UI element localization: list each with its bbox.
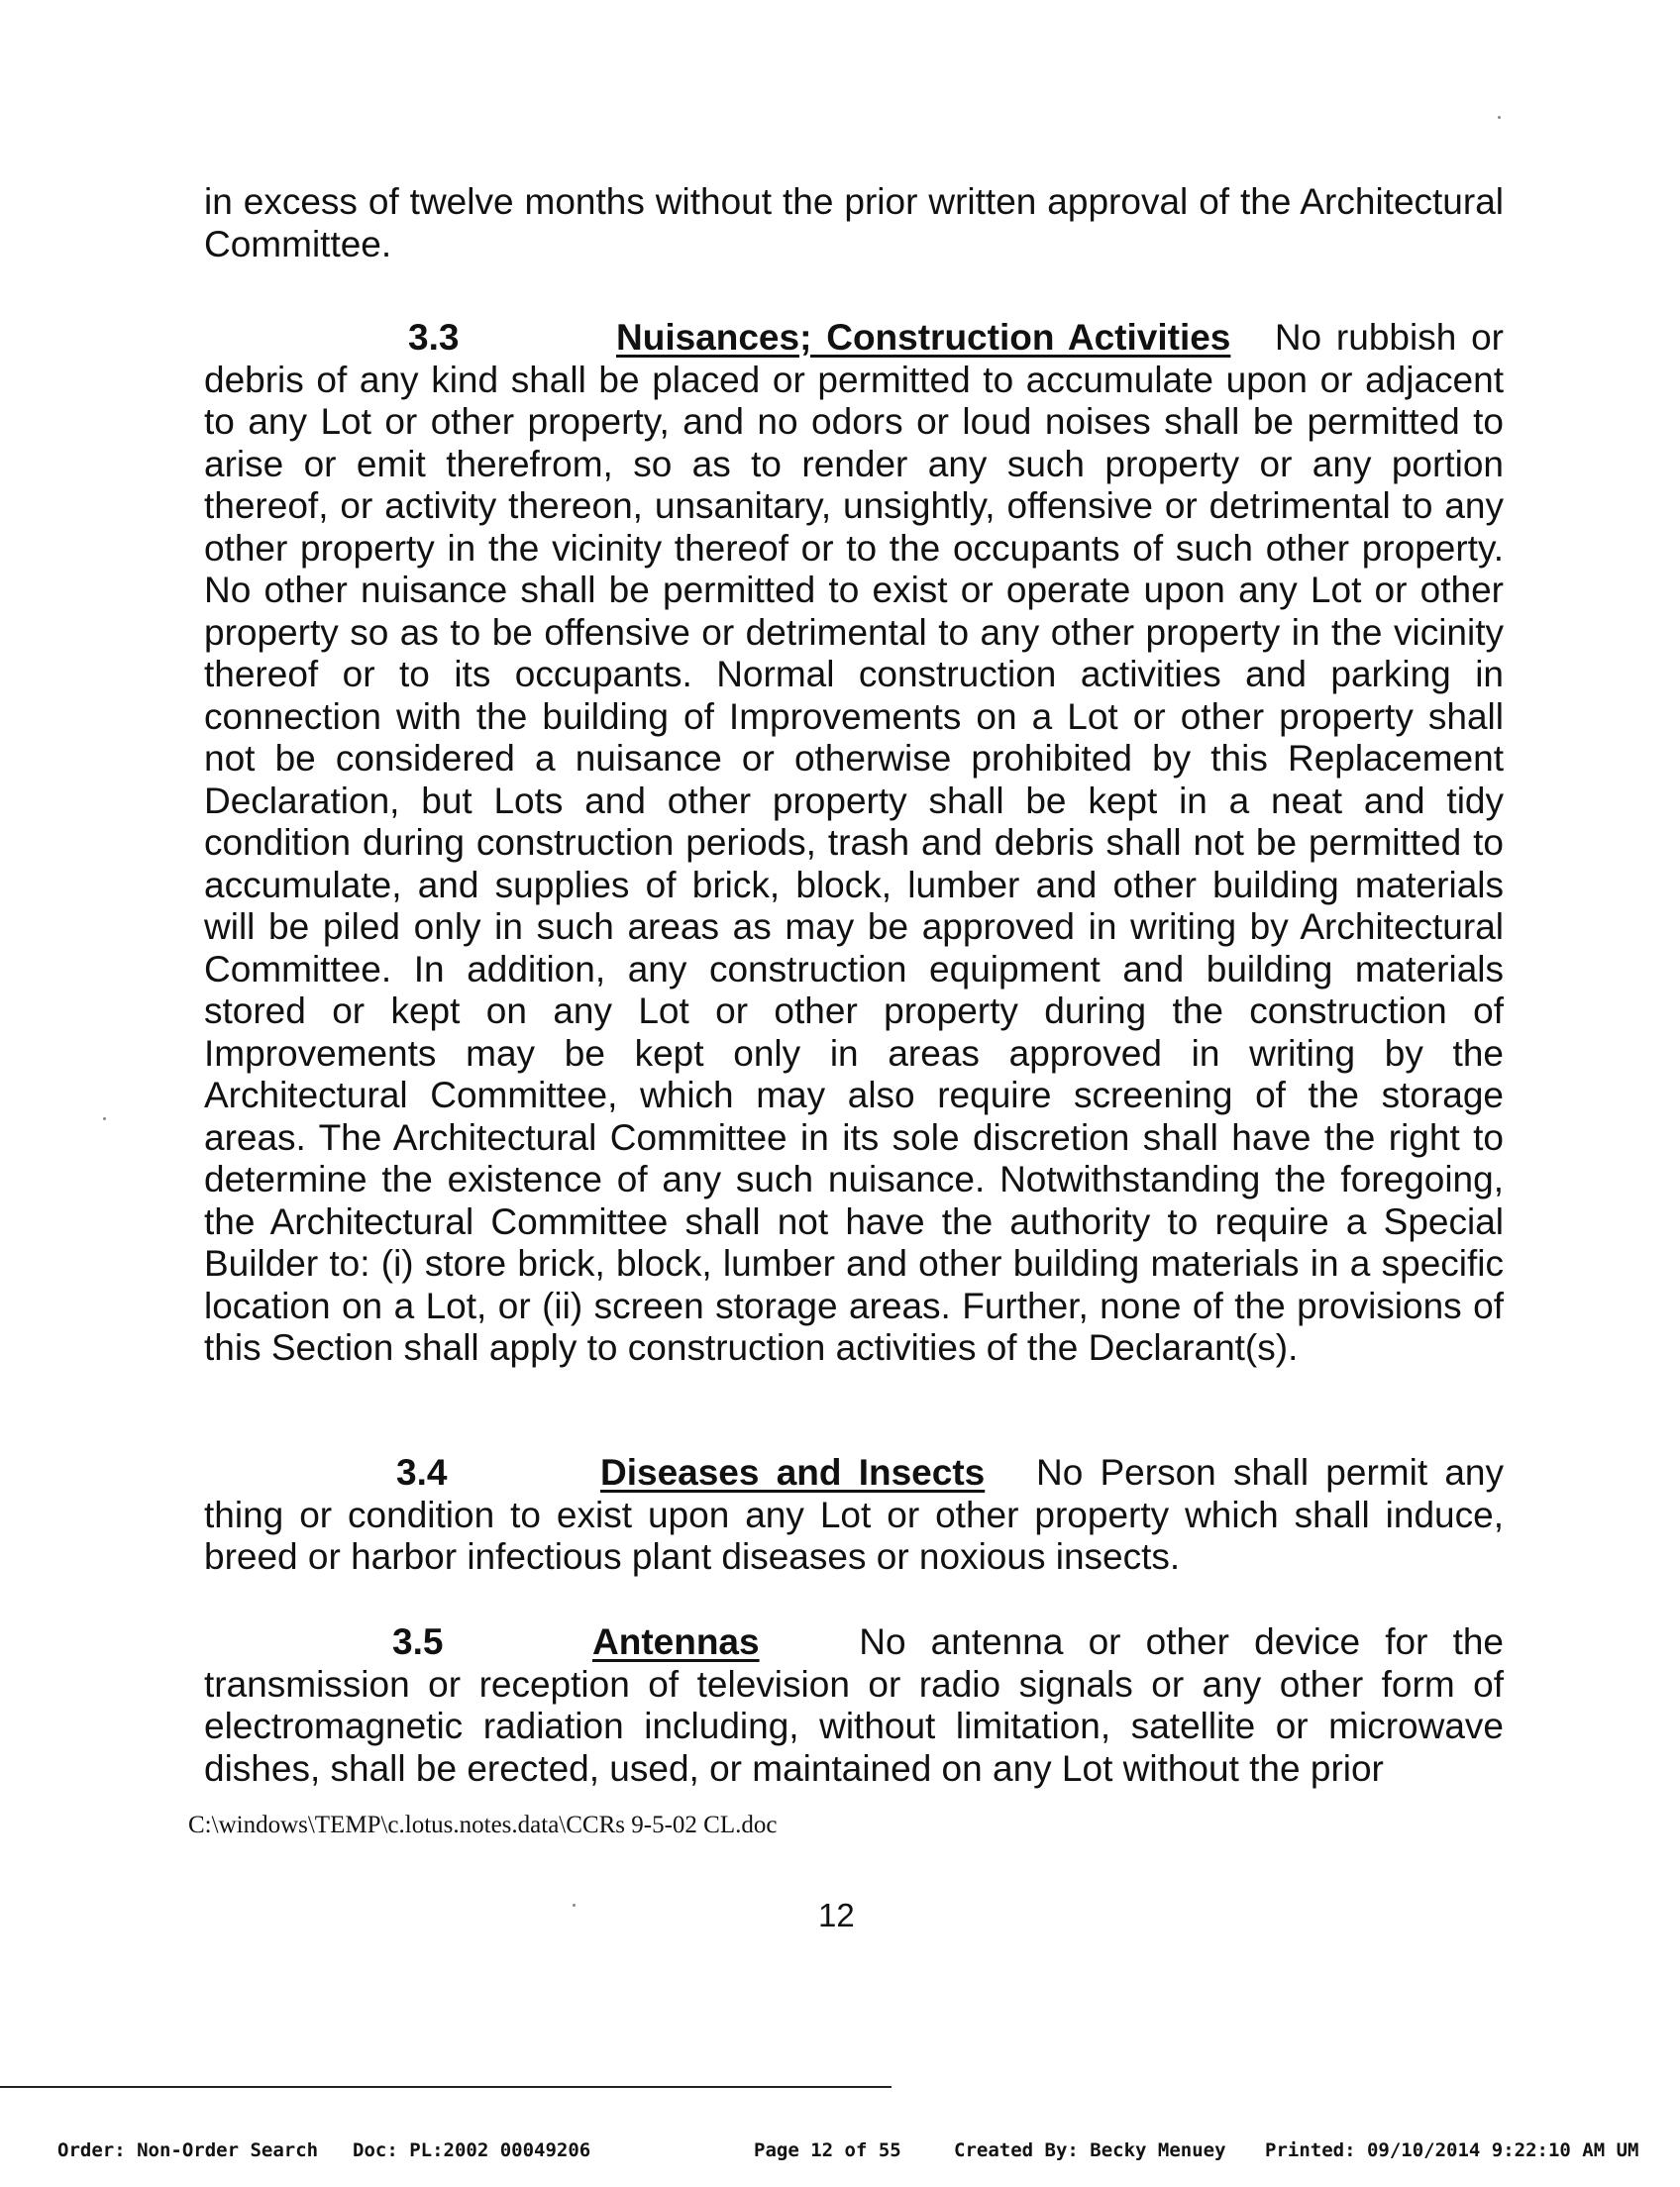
section-3-5-paragraph — [204, 1621, 1504, 1790]
scan-speck — [103, 1117, 106, 1120]
scan-speck — [573, 1904, 576, 1907]
section-3-5-number: 3.5 — [392, 1621, 444, 1662]
section-3-5-title: Antennas — [592, 1621, 760, 1662]
section-3-3-body: No rubbish or debris of any kind shall be placed or permitted to accumulate upon or adjacent to any Lot or other property, and no odors or loud noises shall be permitted to arise or emit therefrom, so as to render any such property or any portion thereof, or activity thereon, unsanitary, unsightly, offensive or detrimental to any other property in the vicinity thereof or to the occupants of such other property. No other nuisance shall be permitted to exist or operate upon any Lot or other property so as to be offensive or detrimental to any other property in the vicinity thereof or to its occupants. Normal construction activities and parking in connection with the building of Improvements on a Lot or other property shall not be considered a nuisance or otherwise prohibited by this Replacement Declaration, but Lots and other property shall be kept in a neat and tidy condition during construction periods, trash and debris shall not be permitted to accumulate, and supplies of brick, block, lumber and other building materials will be piled only in such areas as may be approved in writing by Architectural Committee. In addition, any construction equipment and building materials stored or kept on any Lot or other property during the construction of Improvements may be kept only in areas approved in writing by the Architectural Committee, which may also require screening of the storage areas. The Architectural Committee in its sole discretion shall have the right to determine the existence of any such nuisance. Notwithstanding the foregoing, the Architectural Committee shall not have the authority to require a Special Builder to: (i) store brick, block, lumber and other building materials in a specific location on a Lot, or (ii) screen storage areas. Further, none of the provisions of this Section shall apply to construction activities of the Declarant(s). — [204, 317, 1504, 1368]
section-3-3-title: Nuisances; Construction Activities — [616, 317, 1231, 358]
footer-doc: Doc: PL:2002 00049206 — [353, 2139, 591, 2161]
section-3-3-paragraph — [204, 317, 1504, 1370]
section-3-4-paragraph — [204, 1452, 1504, 1579]
footer-divider — [0, 2086, 892, 2088]
section-3-4-title: Diseases and Insects — [600, 1452, 986, 1493]
section-3-3-number: 3.3 — [408, 317, 460, 358]
footer-order: Order: Non-Order Search — [57, 2139, 319, 2161]
footer-printed: Printed: 09/10/2014 9:22:10 AM UM — [1265, 2139, 1639, 2161]
section-3-5-body: No antenna or other device for the transmission or reception of television or radio signals or any other form of electromagnetic radiation including, without limitation, satellite or microwave dishes, shall be erected, used, or maintained on any Lot without the prior — [204, 1621, 1505, 1789]
continuation-paragraph: in excess of twelve months without the prior written approval of the Architectural Committee. — [204, 181, 1504, 264]
footer-page: Page 12 of 55 — [754, 2139, 901, 2161]
file-path: C:\windows\TEMP\c.lotus.notes.data\CCRs 9-5-02 CL.doc — [188, 1812, 778, 1838]
footer-created-by: Created By: Becky Menuey — [954, 2139, 1226, 2161]
section-3-4-body: No Person shall permit any thing or condition to exist upon any Lot or other property which shall induce, breed or harbor infectious plant diseases or noxious insects. — [204, 1452, 1505, 1577]
scan-speck — [1498, 116, 1501, 119]
page-number: 12 — [818, 1897, 855, 1933]
section-3-4-number: 3.4 — [396, 1452, 448, 1493]
